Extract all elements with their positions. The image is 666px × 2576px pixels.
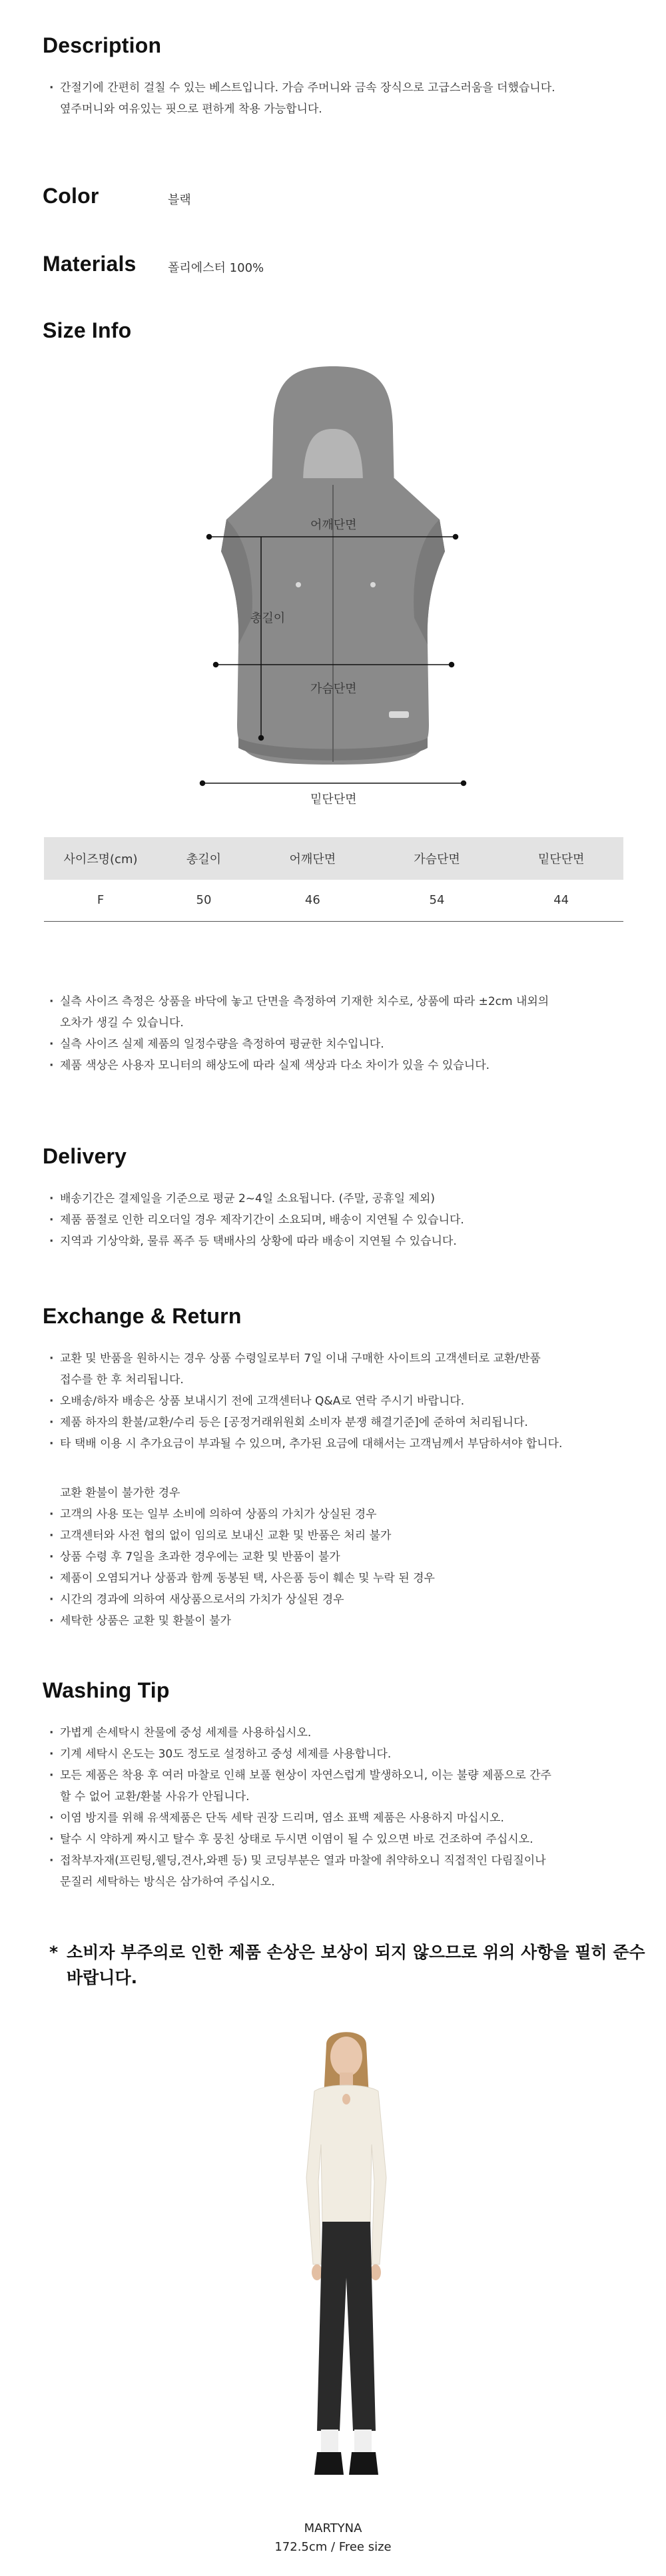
exchange-unavailable-line: · 시간의 경과에 의하여 새상품으로서의 가치가 상실된 경우: [49, 1589, 635, 1610]
diagram-label-hem: 밑단단면: [310, 793, 357, 806]
washing-line: 문질러 세탁하는 방식은 삼가하여 주십시오.: [60, 1875, 275, 1889]
washing-line: · 접착부자재(프린팅,웰딩,견사,와펜 등) 및 코딩부분은 열과 마찰에 취약하오니 직접적인 다림질이나: [49, 1850, 635, 1871]
table-row: [44, 880, 623, 921]
exchange-unavailable-title: 교환 환불이 불가한 경우: [60, 1486, 180, 1500]
exchange-list: [49, 1348, 635, 1454]
size-table-cell: 46: [250, 880, 375, 921]
color-value: 블랙: [168, 193, 191, 207]
exchange-line: · 타 택배 이용 시 추가요금이 부과될 수 있으며, 추가된 요금에 대해서는 고객님께서 부담하셔야 합니다.: [49, 1433, 635, 1454]
size-diagram: [186, 365, 480, 806]
size-table-header: 밑단단면: [499, 837, 623, 880]
washing-title: Washing Tip: [43, 1678, 170, 1702]
delivery-line: · 배송기간은 결제일을 기준으로 평균 2~4일 소요됩니다. (주말, 공휴일 제외): [49, 1188, 635, 1209]
size-note: · 실측 사이즈 측정은 상품을 바닥에 놓고 단면을 측정하여 기재한 치수로, 상품에 따라 ±2cm 내외의: [49, 991, 635, 1012]
notice-asterisk: *: [49, 1943, 59, 1962]
description-title: Description: [43, 33, 162, 57]
size-table-cell: 54: [375, 880, 500, 921]
washing-line: · 기계 세탁시 온도는 30도 정도로 설정하고 중성 세제를 사용합니다.: [49, 1744, 635, 1765]
color-title: Color: [43, 184, 99, 208]
size-info-title: Size Info: [43, 318, 132, 342]
exchange-unavailable-line: · 상품 수령 후 7일을 초과한 경우에는 교환 및 반품이 불가: [49, 1546, 635, 1568]
size-table-header: 어깨단면: [250, 837, 375, 880]
exchange-unavailable-line: · 고객센터와 사전 협의 없이 임의로 보내신 교환 및 반품은 처리 불가: [49, 1525, 635, 1546]
size-table: [44, 837, 623, 922]
diagram-label-chest: 가슴단면: [310, 682, 357, 696]
size-notes-list: [49, 991, 635, 1076]
description-list: [49, 77, 635, 120]
washing-line: 할 수 없어 교환/환불 사유가 안됩니다.: [60, 1790, 250, 1803]
materials-title: Materials: [43, 252, 137, 276]
washing-line: · 이염 방지를 위해 유색제품은 단독 세탁 권장 드리며, 염소 표백 제품은 사용하지 마십시오.: [49, 1807, 635, 1829]
size-table-header: 가슴단면: [375, 837, 500, 880]
washing-notice: [49, 1940, 649, 1991]
exchange-unavailable-line: · 고객의 사용 또는 일부 소비에 의하여 상품의 가치가 상실된 경우: [49, 1504, 635, 1525]
model-info: 172.5cm / Free size: [274, 2540, 392, 2554]
exchange-title: Exchange & Return: [43, 1304, 242, 1328]
delivery-title: Delivery: [43, 1144, 127, 1168]
vest-illustration: [186, 365, 480, 798]
delivery-line: · 지역과 기상악화, 물류 폭주 등 택배사의 상황에 따라 배송이 지연될 수 있습니다.: [49, 1231, 635, 1252]
washing-line: · 모든 제품은 착용 후 여러 마찰로 인해 보풀 현상이 자연스럽게 발생하오니, 이는 불량 제품으로 간주: [49, 1765, 635, 1786]
exchange-line: · 교환 및 반품을 원하시는 경우 상품 수령일로부터 7일 이내 구매한 사이트의 고객센터로 교환/반품: [49, 1348, 635, 1369]
size-note: 오차가 생길 수 있습니다.: [60, 1016, 184, 1030]
washing-list: [49, 1722, 635, 1893]
model-photo: [280, 2025, 413, 2511]
size-note: · 실측 사이즈 실제 제품의 일정수량을 측정하여 평균한 치수입니다.: [49, 1034, 635, 1055]
size-note: · 제품 색상은 사용자 모니터의 해상도에 따라 실제 색상과 다소 차이가 있을 수 있습니다.: [49, 1055, 635, 1076]
size-table-header: 총길이: [157, 837, 250, 880]
materials-value: 폴리에스터 100%: [168, 261, 264, 275]
diagram-label-shoulder: 어깨단면: [310, 518, 357, 532]
diagram-label-length: 총길이: [250, 611, 286, 625]
exchange-line: · 제품 하자의 환불/교환/수리 등은 [공정거래위원회 소비자 분쟁 해결기준]에 준하여 처리됩니다.: [49, 1412, 635, 1433]
exchange-line: 접수를 한 후 처리됩니다.: [60, 1373, 184, 1387]
size-table-cell: F: [44, 880, 157, 921]
notice-text: 소비자 부주의로 인한 제품 손상은 보상이 되지 않으므로 위의 사항을 필히 준수 바랍니다.: [67, 1943, 645, 1987]
size-table-cell: 50: [157, 880, 250, 921]
exchange-unavailable-list: [49, 1482, 635, 1632]
washing-line: · 탈수 시 약하게 짜시고 탈수 후 뭉친 상태로 두시면 이염이 될 수 있으면 바로 건조하여 주십시오.: [49, 1829, 635, 1850]
size-table-header: 사이즈명(cm): [44, 837, 157, 880]
exchange-line: · 오배송/하자 배송은 상품 보내시기 전에 고객센터나 Q&A로 연락 주시기 바랍니다.: [49, 1391, 635, 1412]
washing-line: · 가볍게 손세탁시 찬물에 중성 세제를 사용하십시오.: [49, 1722, 635, 1744]
description-line: 옆주머니와 여유있는 핏으로 편하게 착용 가능합니다.: [60, 103, 322, 116]
exchange-unavailable-line: · 세탁한 상품은 교환 및 환불이 불가: [49, 1610, 635, 1632]
delivery-list: [49, 1188, 635, 1252]
exchange-unavailable-line: · 제품이 오염되거나 상품과 함께 동봉된 택, 사은품 등이 훼손 및 누락 된 경우: [49, 1568, 635, 1589]
description-line: · 간절기에 간편히 걸칠 수 있는 베스트입니다. 가슴 주머니와 금속 장식으로 고급스러움을 더했습니다.: [49, 77, 635, 99]
model-name: MARTYNA: [304, 2521, 362, 2535]
size-table-cell: 44: [499, 880, 623, 921]
size-table-header-row: [44, 837, 623, 880]
model-figure-illustration: [280, 2025, 413, 2511]
delivery-line: · 제품 품절로 인한 리오더일 경우 제작기간이 소요되며, 배송이 지연될 수 있습니다.: [49, 1209, 635, 1231]
